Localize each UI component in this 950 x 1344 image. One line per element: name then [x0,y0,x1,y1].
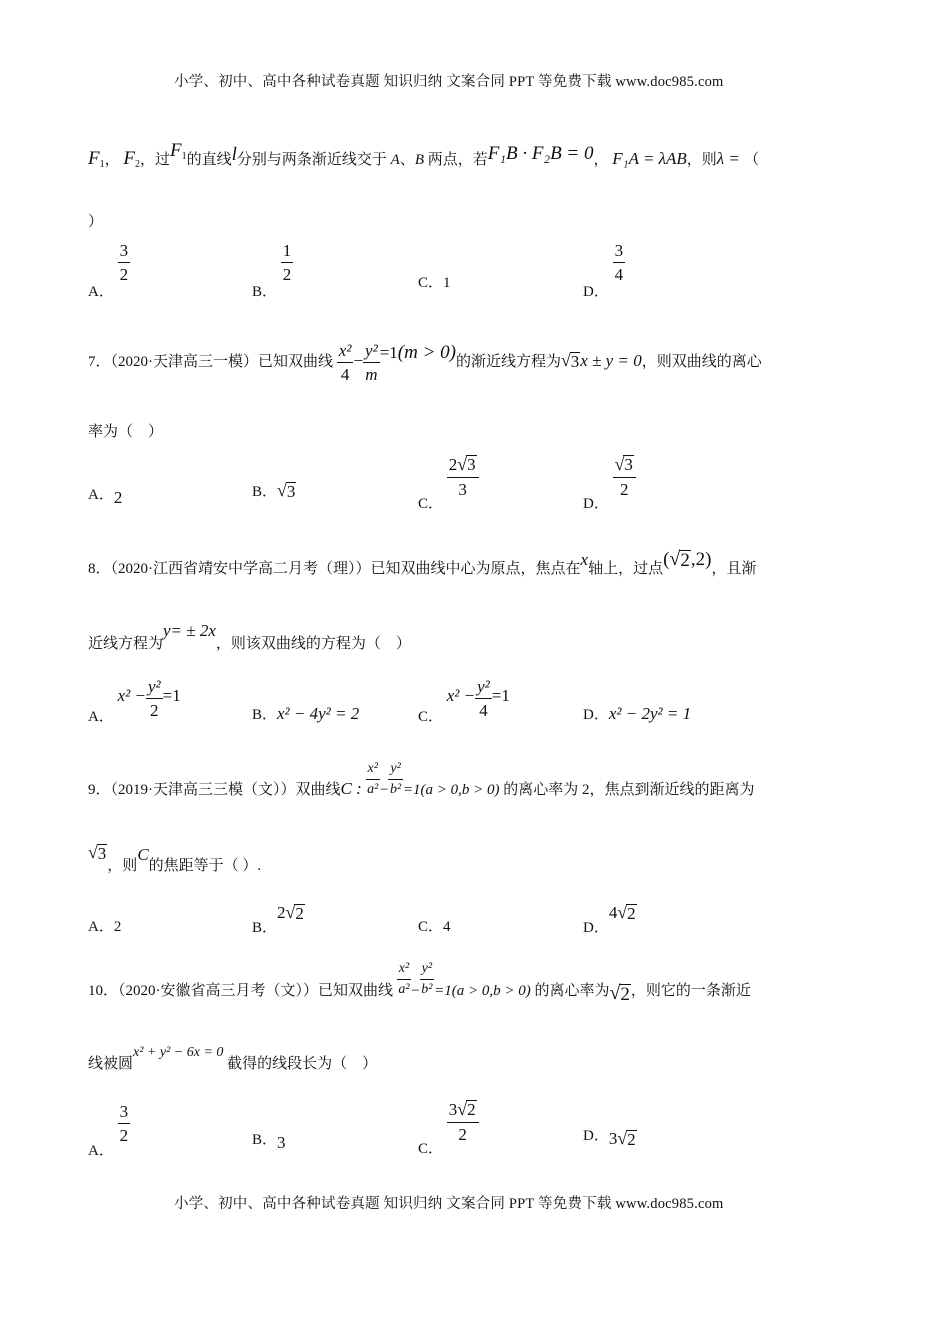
q9-option-d[interactable] [583,902,637,936]
q8-stem-line1 [88,548,757,579]
option-label: C． [418,495,444,512]
q9-option-c[interactable] [418,915,451,936]
text: 线被圆 [88,1056,134,1072]
fraction: $\frac{3}{2}$ [119,1102,129,1145]
option-value: 4 [443,919,451,935]
q8-option-a[interactable] [88,677,181,725]
page-header: 小学、初中、高中各种试卷真题 知识归纳 文案合同 PPT 等免费下载 www.doc985.com [174,74,724,90]
text: （ [744,152,760,168]
question-number: 7． [88,353,111,370]
math: x² − 4y² = 2 [277,704,360,723]
q8-option-d[interactable] [583,703,691,724]
fraction: $\frac{3}{4}$ [614,241,624,284]
math-f2: $F_2$ [123,148,140,170]
q10-stem-line1: 10．（2020·安徽省高三月考（文））已知双曲线 $\frac{\text{x²}}{\text{a²}}$ − $\frac{\text{y²}}{\text{b²}}$ =1(a > 0,b > 0) 的离心率为 √ 2 ，则它的一条渐近 [88,961,751,1006]
q10-option-a[interactable] [88,1102,130,1159]
math: (m > 0) [397,341,456,363]
text: 已知双曲线 [318,983,394,999]
math-f1-b: $F_1$ [170,140,187,162]
question-source: （2020·天津高三一模） [110,353,259,370]
text: ，且渐 [711,561,757,577]
q6-stem-line1 [88,140,760,170]
option-label: B． [252,707,278,723]
math-condition-ratio: F₁A = λAB [612,149,687,168]
question-source: （2019·天津高三三模（文）） [110,782,296,798]
fraction: $\frac{1}{2}$ [282,241,292,284]
q9-option-b[interactable] [252,902,305,936]
text: 的渐近线方程为 [455,353,561,370]
q6-option-d[interactable] [583,241,625,300]
option-label: A． [88,283,114,300]
option-label: A． [88,487,114,503]
math: 3 √ 2 [608,1128,636,1150]
q9-stem-line1: 9．（2019·天津高三三模（文））双曲线C : $\frac{\text{x²}}{\text{a²}}$ − $\frac{\text{y²}}{\text{b²}}$ =1(a > 0,b > 0) 的离心率为 2，焦点到渐近线的距离为 [88,761,755,798]
text: ，则该双曲线的方程为（ ） [215,636,411,652]
fraction: $\frac{\text{x²}}{\text{a²}}$ [398,961,410,997]
option-label: C． [418,919,444,935]
q6-stem-line2: ） [88,214,104,230]
fraction: $\frac{\text{x²}}{4}$ [338,341,352,384]
math-f1: $F_1$ [88,148,105,170]
fraction: $\frac{\text{y²}}{2}$ [147,677,161,720]
q8-option-b[interactable] [252,703,359,724]
question-number: 8． [88,561,111,577]
q7-stem-line2: 率为（ ） [88,424,164,440]
q10-option-d[interactable] [583,1124,637,1150]
question-number: 10． [88,983,119,999]
minus-sign: − [353,350,364,370]
text: ，过 [139,152,170,168]
sqrt: √ 3 [88,842,107,864]
option-label: B． [252,920,278,936]
math-asymptote: √ 3 x ± y = 0 [561,349,642,372]
q7-option-d[interactable] [583,454,636,512]
text: ，则 [686,152,717,168]
text: 的离心率为 2，焦点到渐近线的距离为 [503,782,755,798]
option-label: C． [418,709,444,725]
text: 、 [399,152,415,168]
text: ，则 [107,858,138,874]
fraction: $\frac{3}{2}$ [119,241,129,284]
math-C: C [137,845,149,864]
q7-option-a[interactable] [88,483,123,507]
option-label: D． [583,283,609,300]
math: =1(a > 0,b > 0) [434,983,531,999]
text: ，则双曲线的离心 [641,353,762,370]
math: =1 [379,342,398,362]
math-point: ( √ 2 ,2) [663,548,712,572]
option-label: D． [583,495,609,512]
math-condition-perp: F₁B · F₂B = 0 [487,143,594,164]
fraction: √ 3 2 [613,455,636,498]
math: =1 [491,686,510,705]
text: 近线方程为 [88,636,164,652]
text: 的直线 [186,152,232,168]
option-label: D． [583,707,609,723]
q7-stem-line1 [88,342,762,383]
text: ，则它的一条渐近 [630,983,751,999]
option-label: D． [583,920,609,936]
math: x² − [446,686,476,705]
fraction: $\frac{\text{y²}}{4}$ [477,677,490,720]
fraction: $\frac{\text{x²}}{\text{a²}}$ [367,761,379,797]
text: 截得的线段长为（ ） [227,1056,378,1072]
text: 的焦距等于（ ）. [148,858,262,874]
text: ， [593,152,609,168]
math-lambda: λ = [716,149,745,168]
option-label: B． [252,1132,278,1148]
math: x² − [117,686,146,705]
text: 双曲线 [295,782,341,798]
question-number: 9． [88,782,111,798]
text: ， [104,152,120,168]
fraction: 3 √ 2 2 [447,1100,479,1143]
text: 已知双曲线 [258,353,334,370]
q6-option-c[interactable] [418,271,451,292]
text: 已知双曲线中心为原点，焦点在 [370,561,581,577]
option-label: B． [252,484,278,500]
option-label: D． [583,1128,609,1144]
option-value: 3 [277,1133,286,1152]
question-source: （2020·安徽省高三月考（文）） [118,983,319,999]
math: 2 √ 2 [277,902,304,924]
option-value: 2 [113,919,122,935]
question-source: （2020·江西省靖安中学高二月考（理）） [110,561,371,577]
math: =1(a > 0,b > 0) [402,782,500,798]
math-A: A [390,152,400,168]
text: 轴上，过点 [588,561,664,577]
fraction: 2 √ 3 3 [447,455,479,498]
option-value: 2 [113,488,123,507]
sqrt: √ 3 [277,480,296,502]
q10-option-c[interactable] [418,1099,479,1157]
q7-option-b[interactable] [252,480,296,501]
math: 4 √ 2 [608,902,636,924]
math-circle: x² + y² − 6x = 0 [133,1045,224,1060]
text: 两点，若 [427,152,488,168]
option-label: C． [418,1140,444,1157]
page-footer: 小学、初中、高中各种试卷真题 知识归纳 文案合同 PPT 等免费下载 www.doc985.com [174,1196,724,1212]
math-C: C : [340,779,362,798]
option-label: A． [88,709,114,725]
q8-stem-line2 [88,621,411,653]
text: 的离心率为 [534,983,610,999]
option-label: A． [88,1142,114,1159]
option-label: B． [252,283,278,300]
sqrt: √ 2 [609,982,630,1006]
q6-option-a[interactable] [88,241,130,300]
fraction: $\frac{\text{y²}}{m}$ [365,341,378,384]
math-x: x [580,550,589,569]
q8-option-c[interactable] [418,677,510,725]
math: x² − 2y² = 1 [608,704,692,723]
math-l: l [231,144,237,165]
q10-stem-line2 [88,1045,378,1073]
option-label: A． [88,919,114,935]
q10-option-b[interactable] [252,1128,286,1152]
q9-option-a[interactable] [88,915,121,936]
math-asymptote: y= ± 2x [163,621,216,640]
q7-option-c[interactable] [418,454,479,512]
q6-option-b[interactable] [252,241,293,300]
math: =1 [162,686,181,705]
q9-stem-line2 [88,842,262,874]
option-value: 1 [443,275,451,291]
option-label: C． [418,275,444,291]
fraction: $\frac{\text{y²}}{\text{b²}}$ [421,961,433,997]
text: 分别与两条渐近线交于 [236,152,387,168]
fraction: $\frac{\text{y²}}{\text{b²}}$ [390,761,402,797]
math-B: B [414,152,425,168]
